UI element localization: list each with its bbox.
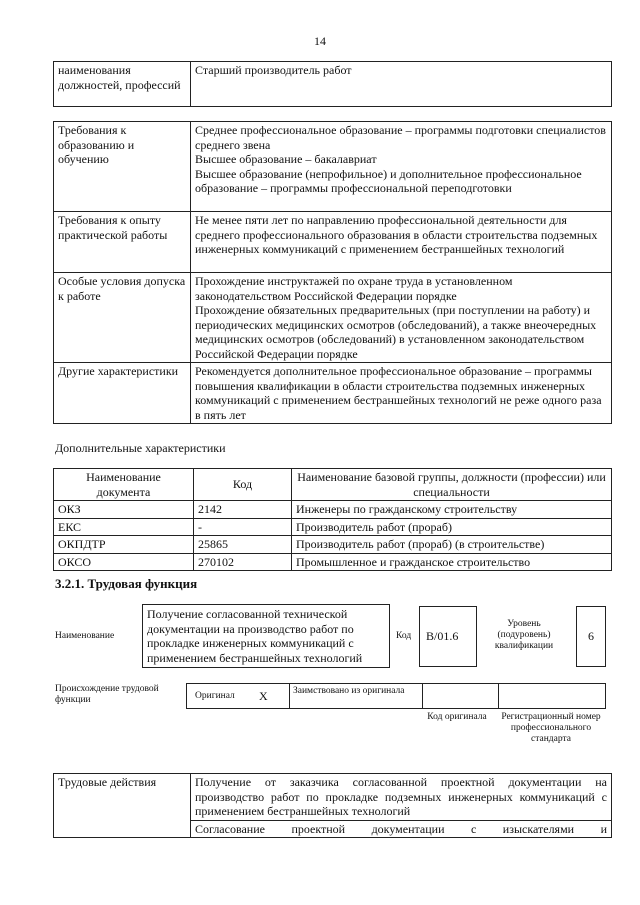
labor-action-text: Согласование проектной документации с изыскателями и: [195, 821, 607, 836]
name-cell: Производитель работ (прораб) (в строительстве): [292, 536, 612, 554]
requirements-table: [53, 121, 612, 424]
cell-divider: [498, 684, 499, 708]
name-cell: Инженеры по гражданскому строительству: [292, 501, 612, 519]
doc-cell: ЕКС: [54, 518, 194, 536]
name-cell: Промышленное и гражданское строительство: [292, 553, 612, 571]
occupation-value: Старший производитель работ: [191, 62, 612, 107]
cell-divider: [289, 684, 290, 708]
table-row: [54, 501, 612, 519]
function-name-label: Наименование: [55, 631, 115, 641]
admission-line: Прохождение обязательных предварительных (при поступлении на работу) и периодических медицинских осмотров (обследований), а также внеочередных медицинских осмотров (обследований) в установленном законодательством Российской Федерации порядке: [195, 303, 597, 361]
other-value: [191, 363, 612, 424]
labor-action-text: Получение от заказчика согласованной проектной документации на производство работ по прокладке подземных инженерных коммуникаций с применением бестраншейных технологий: [195, 775, 607, 818]
table-row: [54, 536, 612, 554]
other-label: Другие характеристики: [54, 363, 191, 424]
original-mark: X: [259, 689, 268, 703]
admission-value: [191, 273, 612, 363]
function-level-value: 6: [576, 606, 606, 667]
section-title: 3.2.1. Трудовая функция: [55, 576, 198, 591]
code-cell: 2142: [194, 501, 292, 519]
cell-divider: [422, 684, 423, 708]
code-cell: 270102: [194, 553, 292, 571]
education-line: Высшее образование – бакалавриат: [195, 152, 377, 166]
code-cell: 25865: [194, 536, 292, 554]
experience-value: [191, 212, 612, 273]
other-line: Рекомендуется дополнительное профессиональное образование – программы повышения квалификации в области строительства подземных инженерных коммуникаций с применением бестраншейных технологий не реже одного раза в пять лет: [195, 364, 602, 422]
education-value: [191, 122, 612, 212]
origin-table: [186, 683, 606, 709]
page-number: 14: [314, 34, 326, 48]
experience-line: Не менее пяти лет по направлению профессиональной деятельности для среднего профессионального образования в области строительства подземных инженерных коммуникаций с применением бестраншейных технологий: [195, 213, 598, 256]
col-code-header: Код: [194, 469, 292, 501]
col-name-header: Наименование базовой группы, должности (профессии) или специальности: [292, 469, 612, 501]
labor-actions-label: Трудовые действия: [54, 774, 191, 838]
occupation-table: [53, 61, 612, 107]
occupation-label: наименования должностей, профессий: [54, 62, 191, 107]
function-code-label: Код: [396, 631, 412, 641]
education-line: Высшее образование (непрофильное) и дополнительное профессиональное образование – программы профессиональной переподготовки: [195, 166, 582, 195]
function-level-label: Уровень (подуровень) квалификации: [494, 619, 554, 651]
labor-action-item: [191, 820, 612, 838]
original-code-caption: Код оригинала: [427, 712, 487, 722]
function-code-value: B/01.6: [419, 606, 477, 667]
labor-actions-table: [53, 773, 612, 838]
name-cell: Производитель работ (прораб): [292, 518, 612, 536]
table-row: [54, 518, 612, 536]
doc-cell: ОКСО: [54, 553, 194, 571]
admission-line: Прохождение инструктажей по охране труда в установленном законодательством Российской Федерации порядке: [195, 274, 513, 303]
admission-label: Особые условия допуска к работе: [54, 273, 191, 363]
original-label: Оригинал: [195, 691, 235, 701]
additional-title: Дополнительные характеристики: [55, 441, 226, 455]
education-label: Требования к образованию и обучению: [54, 122, 191, 212]
col-doc-header: Наименование документа: [54, 469, 194, 501]
experience-label: Требования к опыту практической работы: [54, 212, 191, 273]
registration-caption: Регистрационный номер профессионального стандарта: [501, 712, 601, 744]
labor-action-item: [191, 774, 612, 821]
doc-cell: ОКЗ: [54, 501, 194, 519]
classifier-table: [53, 468, 612, 571]
function-name-value: Получение согласованной технической документации на производство работ по прокладке инженерных коммуникаций с применением бестраншейных технологий: [142, 604, 390, 668]
doc-cell: ОКПДТР: [54, 536, 194, 554]
borrowed-label: Заимствовано из оригинала: [293, 686, 405, 696]
education-line: Среднее профессиональное образование – программы подготовки специалистов среднего звена: [195, 123, 606, 152]
code-cell: -: [194, 518, 292, 536]
table-row: [54, 553, 612, 571]
origin-label: Происхождение трудовой функции: [55, 684, 159, 705]
